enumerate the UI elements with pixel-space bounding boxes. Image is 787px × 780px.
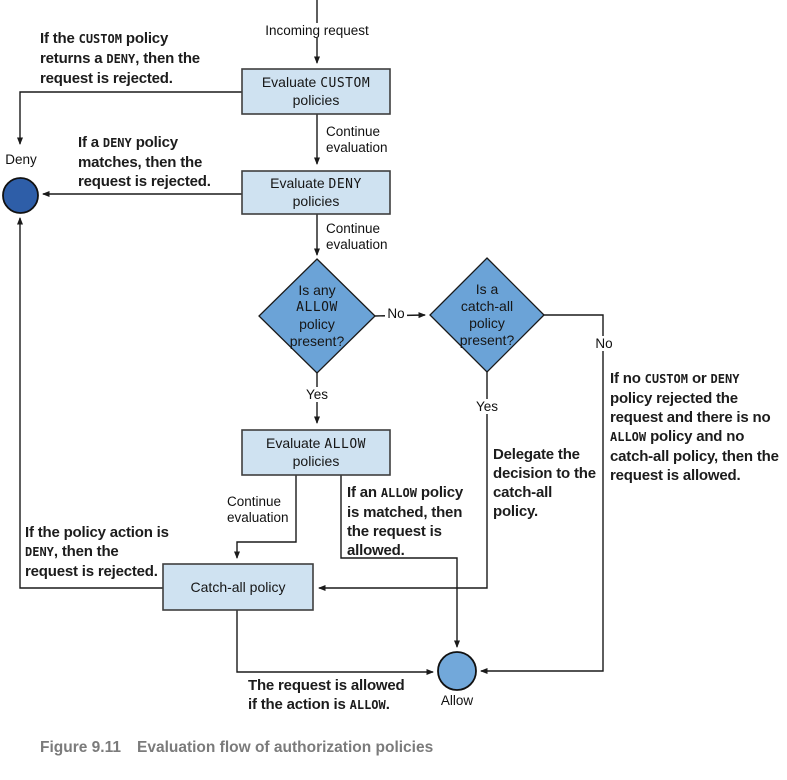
annotation-custom-deny-rejected: If the CUSTOM policy returns a DENY, then the request is rejected. [40, 30, 200, 87]
figure-caption [40, 739, 433, 757]
continue-evaluation-label-3: Continue evaluation [227, 494, 289, 525]
yes-label-1: Yes [305, 387, 329, 402]
annotation-policy-action-deny: If the policy action is DENY, then the request is rejected. [25, 524, 169, 580]
annotation-delegate-catchall: Delegate the decision to the catch-all policy. [493, 446, 596, 520]
annotation-allow-matched-allowed: If an ALLOW policy is matched, then the request is allowed. [347, 484, 464, 559]
deny-terminal-circle [3, 178, 38, 213]
catchall-diamond-label: Is a catch-all policy present? [459, 281, 515, 348]
deny-terminal-label: Deny [5, 152, 37, 167]
no-label-1: No [387, 306, 405, 321]
allow-terminal-label: Allow [440, 693, 474, 708]
continue-evaluation-label-1: Continue evaluation [326, 124, 388, 155]
figure-title: Evaluation flow of authorization policies [136, 739, 434, 756]
figure-number: Figure 9.11 [40, 739, 121, 756]
annotation-request-allowed: The request is allowed if the action is ALLOW. [248, 677, 405, 713]
no-label-2: No [595, 336, 613, 351]
edge-catchall-to-allow-circle [237, 610, 433, 672]
annotation-no-policy-allowed: If no CUSTOM or DENY policy rejected the request and there is no ALLOW policy and no catch-all policy, then the request is allowed. [610, 370, 779, 484]
incoming-request-label: Incoming request [265, 23, 369, 38]
custom-policies-box-label: Evaluate CUSTOM policies [261, 74, 371, 108]
deny-policies-box-label: Evaluate DENY policies [270, 175, 362, 209]
allow-policies-box-label: Evaluate ALLOW policies [265, 435, 366, 469]
allow-terminal-circle [438, 652, 476, 690]
continue-evaluation-label-2: Continue evaluation [326, 221, 388, 252]
allow-diamond-label: Is any ALLOW policy present? [289, 282, 345, 349]
annotation-deny-matches-rejected: If a DENY policy matches, then the request is rejected. [78, 134, 211, 190]
catchall-policy-box-label: Catch-all policy [190, 578, 286, 595]
yes-label-2: Yes [475, 399, 499, 414]
